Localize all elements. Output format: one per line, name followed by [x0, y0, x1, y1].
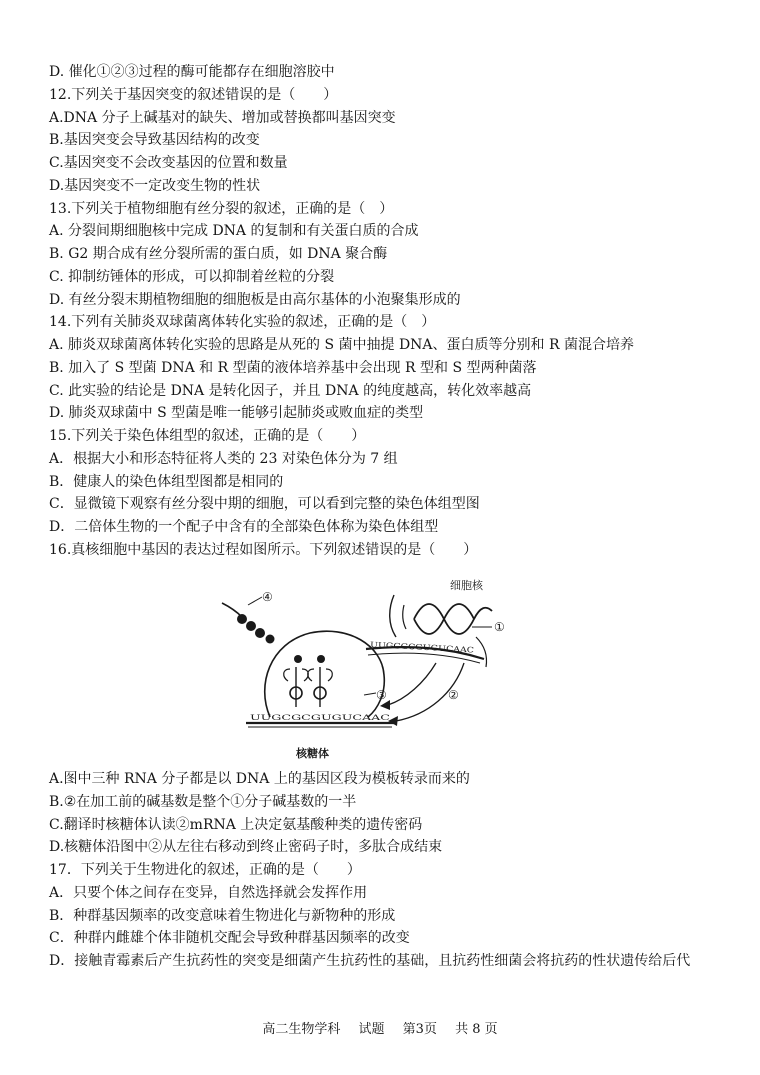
- footer-subject: 高二生物学科: [262, 1022, 341, 1037]
- question-16-stem: 16.真核细胞中基因的表达过程如图所示。下列叙述错误的是（ ）: [49, 541, 478, 558]
- option-line: D. 有丝分裂末期植物细胞的细胞板是由高尔基体的小泡聚集形成的: [49, 291, 461, 308]
- marker-3: ③: [376, 688, 387, 702]
- transport-arrow-2: [388, 663, 436, 705]
- footer-doc-type: 试题: [358, 1022, 385, 1037]
- question-text-bottom: [49, 768, 729, 973]
- option-line: B.②在加工前的碱基数是整个①分子碱基数的一半: [49, 793, 357, 810]
- question-17-stem: 17．下列关于生物进化的叙述，正确的是（ ）: [49, 862, 361, 878]
- ribosome-label: 核糖体: [296, 747, 329, 760]
- dna-strand-b: [414, 604, 474, 634]
- option-line: A. 肺炎双球菌离体转化实验的思路是从死的 S 菌中抽提 DNA、蛋白质等分别和 R 菌混合培养: [49, 337, 634, 353]
- marker-3-leader: [364, 693, 376, 695]
- text-line: D. 催化①②③过程的酶可能都存在细胞溶胶中: [49, 64, 335, 80]
- option-line: C．显微镜下观察有丝分裂中期的细胞，可以看到完整的染色体组型图: [49, 496, 480, 513]
- amino-acid-bead: [266, 635, 275, 644]
- page-footer: [0, 1018, 760, 1037]
- option-line: C.基因突变不会改变基因的位置和数量: [49, 155, 288, 171]
- option-line: D. 肺炎双球菌中 S 型菌是唯一能够引起肺炎或败血症的类型: [49, 405, 424, 422]
- gene-expression-figure: [218, 575, 514, 765]
- ribosome-outline: [265, 631, 385, 717]
- option-line: B．种群基因频率的改变意味着生物进化与新物种的形成: [49, 907, 396, 924]
- nuclear-membrane: [390, 595, 396, 637]
- question-12-stem: 12.下列关于基因突变的叙述错误的是（ ）: [49, 86, 338, 103]
- option-line: B. 加入了 S 型菌 DNA 和 R 型菌的液体培养基中会出现 R 型和 S 型两种菌落: [49, 359, 537, 376]
- marker-1: ①: [494, 620, 505, 634]
- option-line-wrapped: D．接触青霉素后产生抗药性的突变是细菌产生抗药性的基础，且抗药性细菌会将抗药的性状遗传给后代: [49, 953, 691, 969]
- marker-4: ④: [262, 590, 273, 604]
- question-14-stem: 14.下列有关肺炎双球菌离体转化实验的叙述，正确的是（ ）: [49, 314, 436, 331]
- amino-acid-bead: [294, 655, 302, 663]
- amino-acid-bead: [237, 614, 247, 624]
- option-line: C.翻译时核糖体认读②mRNA 上决定氨基酸种类的遗传密码: [49, 816, 423, 833]
- option-line: D.基因突变不一定改变生物的性状: [49, 177, 261, 194]
- question-15-stem: 15.下列关于染色体组型的叙述，正确的是（ ）: [49, 428, 366, 444]
- option-line: D．二倍体生物的一个配子中含有的全部染色体称为染色体组型: [49, 519, 439, 535]
- question-text-top: [49, 61, 729, 562]
- nuclear-membrane-inner: [403, 605, 406, 629]
- option-line: B. G2 期合成有丝分裂所需的蛋白质，如 DNA 聚合酶: [49, 246, 388, 262]
- nucleus-label: 细胞核: [450, 579, 483, 592]
- option-line: A．只要个体之间存在变异，自然选择就会发挥作用: [49, 884, 368, 901]
- option-line: B．健康人的染色体组型图都是相同的: [49, 473, 284, 490]
- option-line: C. 此实验的结论是 DNA 是转化因子，并且 DNA 的纯度越高，转化效率越高: [49, 382, 532, 399]
- mrna-sequence-top: UUGCGCGUGUCAAC: [369, 640, 454, 654]
- option-line: C. 抑制纺锤体的形成，可以抑制着丝粒的分裂: [49, 268, 335, 285]
- marker-2: ②: [448, 688, 459, 702]
- marker-4-leader: [248, 597, 262, 605]
- amino-acid-bead: [317, 655, 325, 663]
- footer-total-pages: 共 8 页: [455, 1022, 498, 1037]
- polypeptide-tail: [222, 603, 242, 617]
- gene-expression-diagram: [218, 575, 514, 765]
- mrna-sequence-bottom: UUGCGCGUGUCAAC: [250, 713, 391, 722]
- amino-acid-bead: [255, 628, 265, 638]
- option-line: A.DNA 分子上碱基对的缺失、增加或替换都叫基因突变: [49, 109, 396, 126]
- option-line: B.基因突变会导致基因结构的改变: [49, 132, 260, 149]
- option-line: A．根据大小和形态特征将人类的 23 对染色体分为 7 组: [49, 450, 398, 467]
- dna-strand-a: [414, 604, 492, 634]
- option-line: C．种群内雌雄个体非随机交配会导致种群基因频率的改变: [49, 930, 410, 947]
- amino-acid-bead: [246, 621, 256, 631]
- option-line: D.核糖体沿图中②从左往右移动到终止密码子时，多肽合成结束: [49, 839, 443, 856]
- option-line: A. 分裂间期细胞核中完成 DNA 的复制和有关蛋白质的合成: [49, 223, 419, 240]
- footer-page-number: 第3页: [402, 1022, 437, 1037]
- question-13-stem: 13.下列关于植物细胞有丝分裂的叙述，正确的是（ ）: [49, 200, 394, 217]
- option-line: A.图中三种 RNA 分子都是以 DNA 上的基因区段为模板转录而来的: [49, 771, 470, 787]
